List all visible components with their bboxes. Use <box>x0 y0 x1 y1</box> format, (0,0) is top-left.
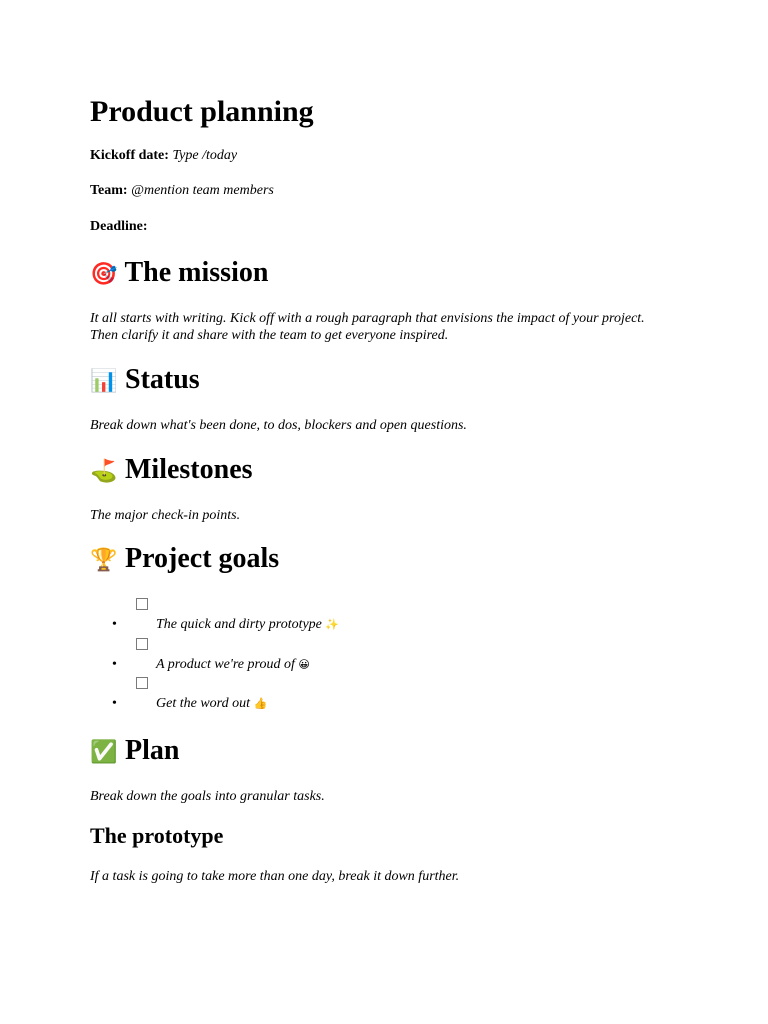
status-text: Break down what's been done, to dos, blockers and open questions. <box>90 418 467 433</box>
mission-heading-text: The mission <box>124 257 269 288</box>
bullet-icon: • <box>112 657 117 672</box>
deadline-field <box>90 218 148 236</box>
goal-item-label: Get the word out <box>156 696 250 711</box>
status-heading-text: Status <box>125 364 200 395</box>
status-heading <box>90 362 200 400</box>
project-goals-heading-text: Project goals <box>125 543 280 574</box>
checkbox-unchecked-icon[interactable] <box>136 677 148 689</box>
goal-item-label: A product we're proud of <box>156 657 295 672</box>
deadline-label: Deadline: <box>90 219 148 234</box>
sparkles-icon: ✨ <box>325 618 340 631</box>
goal-item-label: The quick and dirty prototype <box>156 617 322 632</box>
flag-in-hole-icon: ⛳ <box>90 459 118 484</box>
bullet-icon: • <box>112 696 117 711</box>
milestones-heading <box>90 452 253 490</box>
goal-item-text <box>156 616 339 634</box>
goal-item-text <box>156 656 310 674</box>
goal-item <box>90 638 490 676</box>
goal-item-text <box>156 695 267 713</box>
plan-heading <box>90 733 179 771</box>
checkbox-unchecked-icon[interactable] <box>136 638 148 650</box>
plan-heading-text: Plan <box>125 735 180 766</box>
goal-item <box>90 598 490 636</box>
kickoff-date-label: Kickoff date: <box>90 148 169 163</box>
grinning-face-icon: 😀 <box>298 658 310 671</box>
bullet-icon: • <box>112 617 117 632</box>
page-title: Product planning <box>90 95 314 128</box>
mission-text: It all starts with writing. Kick off with a rough paragraph that envisions the impact of your project. Then clarify it and share with the team to get everyone inspired. <box>90 311 645 343</box>
team-label: Team: <box>90 183 128 198</box>
prototype-text: If a task is going to take more than one day, break it down further. <box>90 869 460 884</box>
team-value[interactable]: @mention team members <box>131 183 274 198</box>
project-goals-heading <box>90 541 279 579</box>
chart-icon: 📊 <box>90 369 118 394</box>
thumbs-up-icon: 👍 <box>253 697 268 710</box>
trophy-icon: 🏆 <box>90 548 118 573</box>
kickoff-date-field <box>90 147 237 165</box>
team-field <box>90 182 274 200</box>
kickoff-date-value[interactable]: Type /today <box>172 148 238 163</box>
checkbox-unchecked-icon[interactable] <box>136 598 148 610</box>
plan-text: Break down the goals into granular tasks. <box>90 789 325 804</box>
target-icon: 🎯 <box>90 262 118 287</box>
goal-item <box>90 677 490 715</box>
milestones-text: The major check-in points. <box>90 508 241 523</box>
mission-heading <box>90 255 268 293</box>
check-mark-icon: ✅ <box>90 740 118 765</box>
milestones-heading-text: Milestones <box>125 454 253 485</box>
prototype-heading: The prototype <box>90 823 224 848</box>
